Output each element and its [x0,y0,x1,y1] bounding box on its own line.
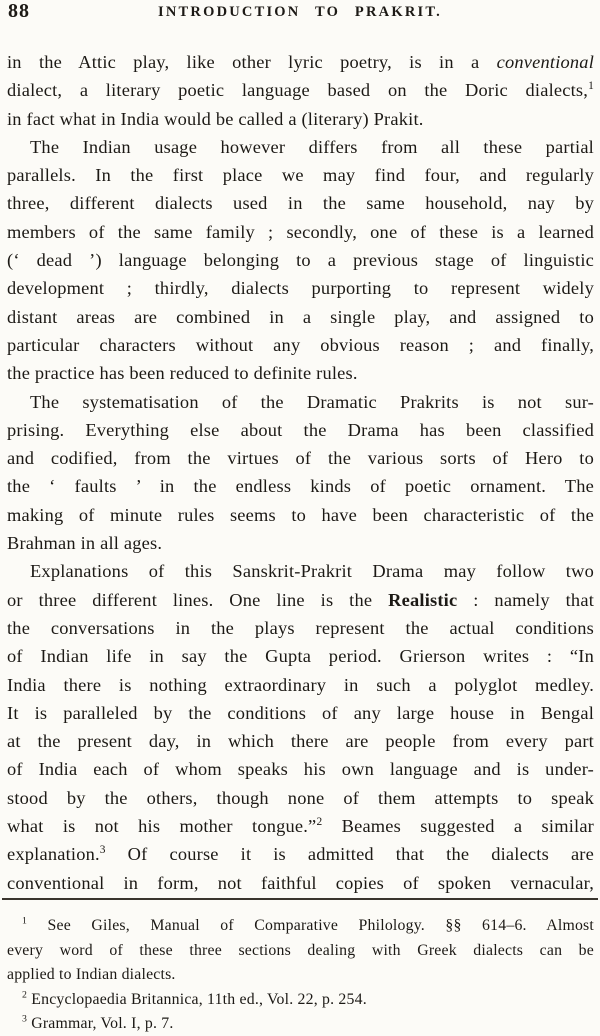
text-line [7,642,594,670]
text-segment: explanation. [7,844,100,865]
text-segment: stood by the others, though none of them attempts to speak [7,787,594,808]
text-segment: development ; thirdly, dialects purporting to represent widely [7,278,594,299]
text-segment: conventional [496,52,594,72]
text-line [7,671,594,699]
text-segment: : namely that [457,589,594,610]
paragraph [7,914,594,988]
text-line [7,812,594,840]
text-segment: Realistic [388,589,458,610]
text-segment: Beames suggested a similar [322,816,595,837]
footnote-divider [2,898,598,900]
text-segment: making of minute rules seems to have been characteristic of the [7,504,594,525]
text-segment: every word of these three sections dealing with Greek dialects can be [7,941,594,959]
text-line [7,133,594,161]
text-line [7,246,594,274]
paragraph [7,1012,594,1036]
text-segment: particular characters without any obvious reason ; and finally, [7,334,594,355]
text-line [7,939,594,964]
footnote-marker: 2 [316,815,323,828]
text-segment: in the Attic play, like other lyric poetry, is in a [7,52,497,72]
text-segment: at the present day, in which there are people from every part [7,731,594,752]
text-line [7,76,594,104]
text-line [7,614,594,642]
text-line [7,105,594,133]
text-line [7,161,594,189]
text-segment: and codified, from the virtues of the various sorts of Hero to [7,448,594,469]
text-line [7,331,594,359]
text-segment: what is not his mother tongue.” [7,816,317,837]
page-number: 88 [8,0,30,22]
text-line [7,444,594,472]
text-segment: India there is nothing extraordinary in such a polyglot medley. [7,674,594,695]
text-line [7,529,594,557]
footnote-marker: 3 [22,1014,28,1026]
text-line [7,869,594,897]
text-segment: Of course it is admitted that the dialects are [105,844,594,865]
footnote-marker: 1 [22,915,28,927]
text-segment: It is paralleled by the conditions of any large house in Bengal [7,702,594,723]
paragraph [7,388,594,558]
text-segment: three, different dialects used in the same household, nay by [7,193,594,214]
footnotes [7,914,594,1036]
text-segment: (‘ dead ’) language belonging to a previous stage of linguistic [7,250,594,271]
paragraph [7,988,594,1013]
text-segment: parallels. In the first place we may find four, and regularly [7,165,594,186]
text-line [7,557,594,585]
text-segment: Grammar, Vol. I, p. 7. [27,1015,174,1033]
text-line [7,359,594,387]
text-line [7,416,594,444]
text-line [7,727,594,755]
text-segment: the conversations in the plays represent the actual conditions [7,617,594,638]
body-text [7,48,594,897]
text-segment: Explanations of this Sanskrit-Prakrit Drama may follow two [30,561,594,582]
text-line [7,388,594,416]
page-header [0,0,600,31]
text-segment: the ‘ faults ’ in the endless kinds of poetic ornament. The [7,476,594,497]
text-line [7,699,594,727]
text-segment: the practice has been reduced to definite rules. [7,363,358,384]
text-segment: in fact what in India would be called a (literary) Prakit. [7,108,424,129]
text-line [7,303,594,331]
text-segment: dialect, a literary poetic language based on the Doric dialects, [7,80,589,101]
footnote-marker: 2 [22,989,28,1001]
text-segment: The Indian usage however differs from all these partial [30,136,594,157]
text-segment: prising. Everything else about the Drama has been classified [7,419,594,440]
text-segment: of Indian life in say the Gupta period. Grierson writes : “In [7,646,594,667]
paragraph [7,557,594,897]
text-segment: distant areas are combined in a single play, and assigned to [7,306,594,327]
text-segment: Encyclopaedia Britannica, 11th ed., Vol. 22, p. 254. [27,990,367,1008]
text-segment: members of the same family ; secondly, one of these is a learned [7,221,594,242]
paragraph [7,133,594,388]
text-segment: See Giles, Manual of Comparative Philology. §§ 614–6. Almost [27,916,594,934]
text-segment: or three different lines. One line is the [7,589,389,610]
footnote-marker: 1 [588,80,594,93]
text-segment: applied to Indian dialects. [7,966,176,984]
text-line [7,988,594,1013]
footnote-marker: 3 [99,844,106,857]
text-segment: The systematisation of the Dramatic Prakrits is not sur- [30,391,594,412]
text-line [7,840,594,868]
text-line [7,755,594,783]
text-segment: Brahman in all ages. [7,533,163,554]
text-line [7,48,594,76]
text-line [7,472,594,500]
text-line [7,963,594,988]
running-title: INTRODUCTION TO PRAKRIT. [158,4,442,20]
text-segment: of India each of whom speaks his own language and is under- [7,759,594,780]
paragraph [7,48,594,133]
text-line [7,218,594,246]
text-line [7,784,594,812]
text-line [7,501,594,529]
text-line [7,274,594,302]
text-line [7,586,594,614]
text-segment: conventional in form, not faithful copies of spoken vernacular, [7,872,594,893]
text-line [7,914,594,939]
text-line [7,189,594,217]
text-line [7,1012,594,1036]
